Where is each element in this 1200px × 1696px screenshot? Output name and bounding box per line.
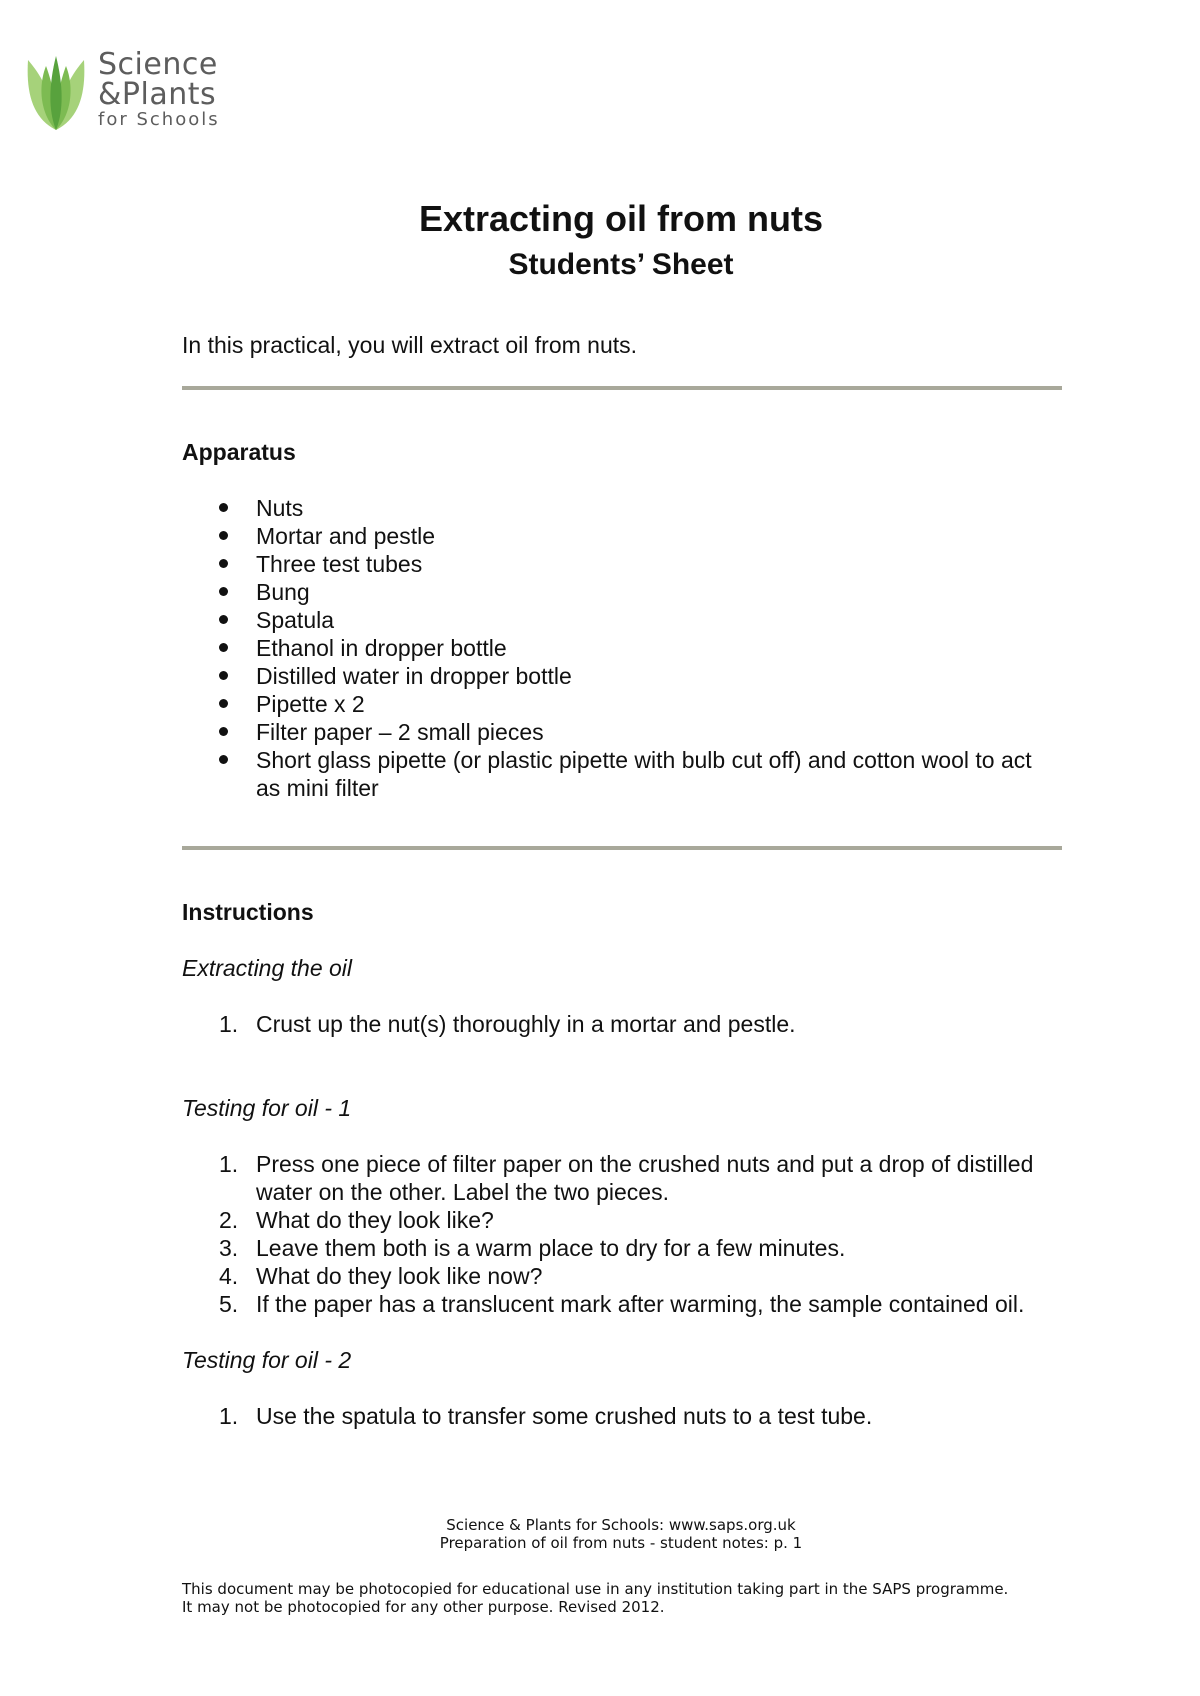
list-item-text: Filter paper – 2 small pieces: [256, 719, 544, 745]
step-text: Press one piece of filter paper on the crushed nuts and put a drop of distilled water on the other. Label the two pieces.: [256, 1151, 1034, 1205]
list-item: [182, 606, 1062, 634]
list-item: [182, 522, 1062, 550]
list-item: [182, 494, 1062, 522]
list-item-text: Pipette x 2: [256, 691, 365, 717]
list-item: [182, 1402, 1062, 1430]
instructions-heading: Instructions: [182, 899, 314, 925]
bullet-icon: [219, 531, 228, 540]
list-item: [182, 718, 1062, 746]
list-item: [182, 1262, 1062, 1290]
list-item: [182, 550, 1062, 578]
list-item: [182, 1290, 1062, 1318]
list-item: [182, 690, 1062, 718]
list-item: [182, 1010, 1062, 1038]
step-number: 1.: [219, 1011, 239, 1037]
logo-text: [98, 47, 220, 130]
saps-logo: [24, 47, 244, 130]
list-item-text: Bung: [256, 579, 310, 605]
bullet-icon: [219, 643, 228, 652]
list-item: [182, 578, 1062, 606]
subheading-testing-2: Testing for oil - 2: [182, 1347, 352, 1373]
subheading-extracting: Extracting the oil: [182, 955, 353, 981]
step-text: What do they look like now?: [256, 1263, 543, 1289]
document-title: Extracting oil from nuts: [418, 198, 824, 239]
step-text: Use the spatula to transfer some crushed nuts to a test tube.: [256, 1403, 873, 1429]
footer-page-line: Preparation of oil from nuts - student notes: p. 1: [439, 1534, 803, 1552]
divider: [182, 386, 1062, 390]
step-number: 1.: [219, 1151, 239, 1177]
step-number: 3.: [219, 1235, 239, 1261]
step-number: 2.: [219, 1207, 239, 1233]
step-text: Leave them both is a warm place to dry for a few minutes.: [256, 1235, 846, 1261]
list-item: [182, 746, 1062, 802]
list-item-text: Short glass pipette (or plastic pipette with bulb cut off) and cotton wool to act as mini filter: [256, 747, 1032, 801]
document-body: [182, 331, 1062, 1430]
testing-2-steps: [182, 1402, 1062, 1430]
testing-1-steps: [182, 1150, 1062, 1318]
bullet-icon: [219, 559, 228, 568]
footer-site-line: Science & Plants for Schools: www.saps.org.uk: [446, 1516, 796, 1534]
list-item-text: Nuts: [256, 495, 304, 521]
step-text: What do they look like?: [256, 1207, 494, 1233]
bullet-icon: [219, 755, 228, 764]
copyright-notice: [182, 1580, 1082, 1616]
step-number: 5.: [219, 1291, 239, 1317]
list-item-text: Three test tubes: [256, 551, 423, 577]
list-item-text: Distilled water in dropper bottle: [256, 663, 572, 689]
bullet-icon: [219, 615, 228, 624]
list-item: [182, 634, 1062, 662]
bullet-icon: [219, 671, 228, 680]
list-item: [182, 1206, 1062, 1234]
step-text: Crust up the nut(s) thoroughly in a mortar and pestle.: [256, 1011, 796, 1037]
step-text: If the paper has a translucent mark after warming, the sample contained oil.: [256, 1291, 1025, 1317]
list-item-text: Mortar and pestle: [256, 523, 435, 549]
list-item: [182, 1234, 1062, 1262]
bullet-icon: [219, 587, 228, 596]
divider: [182, 846, 1062, 850]
bullet-icon: [219, 727, 228, 736]
document-subtitle: Students’ Sheet: [508, 248, 734, 281]
notice-line-1: This document may be photocopied for educational use in any institution taking part in the SAPS programme.: [182, 1580, 1009, 1598]
subheading-testing-1: Testing for oil - 1: [182, 1095, 352, 1121]
logo-line-plants: &Plants: [98, 77, 217, 112]
bullet-icon: [219, 699, 228, 708]
apparatus-list: [182, 494, 1062, 802]
page-footer: [0, 1516, 1200, 1552]
list-item: [182, 662, 1062, 690]
list-item: [182, 1150, 1062, 1206]
leaf-logo-icon: [24, 52, 88, 132]
step-number: 1.: [219, 1403, 239, 1429]
bullet-icon: [219, 503, 228, 512]
logo-line-schools: for Schools: [98, 109, 220, 130]
apparatus-heading: Apparatus: [182, 439, 296, 465]
list-item-text: Spatula: [256, 607, 335, 633]
intro-text: In this practical, you will extract oil from nuts.: [182, 332, 638, 358]
extracting-steps: [182, 1010, 1062, 1038]
notice-line-2: It may not be photocopied for any other purpose. Revised 2012.: [182, 1598, 665, 1616]
logo-line-science: Science: [98, 47, 218, 82]
step-number: 4.: [219, 1263, 239, 1289]
list-item-text: Ethanol in dropper bottle: [256, 635, 507, 661]
